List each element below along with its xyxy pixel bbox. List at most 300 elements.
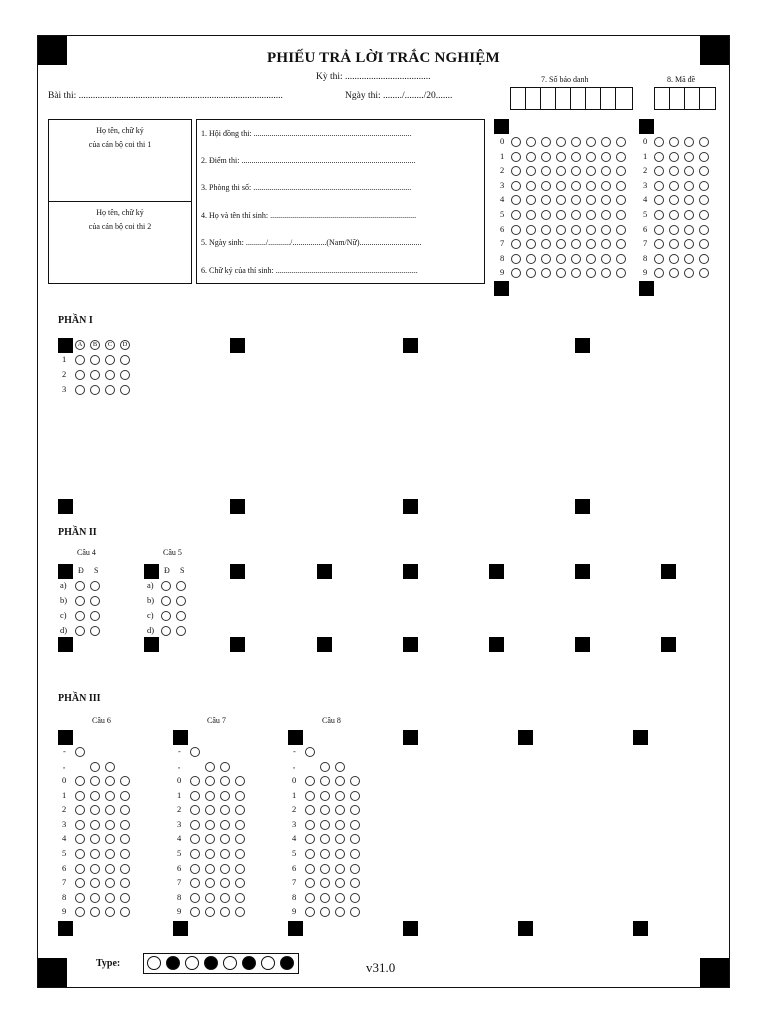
part2-heading: PHẦN II <box>58 527 97 538</box>
made-bubble[interactable] <box>684 181 694 191</box>
made-bubble[interactable] <box>684 137 694 147</box>
sbd-bubble[interactable] <box>601 210 611 220</box>
sbd-bubble[interactable] <box>571 137 581 147</box>
sbd-bubble[interactable] <box>541 225 551 235</box>
minus-label: - <box>63 746 66 756</box>
true-bubble[interactable] <box>75 581 85 591</box>
type-dot <box>223 956 237 970</box>
digit-label: 8 <box>62 891 67 902</box>
part1-marker <box>230 338 245 353</box>
part1-marker <box>58 499 73 514</box>
answer-bubble[interactable] <box>120 385 130 395</box>
part3-marker <box>633 730 648 745</box>
digit-bubble[interactable] <box>190 864 200 874</box>
part3-marker <box>173 730 188 745</box>
part3-heading: PHẦN III <box>58 693 101 704</box>
digit-bubble[interactable] <box>350 849 360 859</box>
digit-label: 4 <box>292 833 297 844</box>
made-bubble[interactable] <box>669 210 679 220</box>
digit-bubble[interactable] <box>220 791 230 801</box>
part3-marker <box>288 921 303 936</box>
digit-bubble[interactable] <box>350 820 360 830</box>
sbd-bubble[interactable] <box>511 181 521 191</box>
digit-label: 8 <box>177 891 182 902</box>
comma-bubble[interactable] <box>335 762 345 772</box>
part3-marker <box>288 730 303 745</box>
digit-bubble[interactable] <box>320 849 330 859</box>
digit-bubble[interactable] <box>320 864 330 874</box>
answer-bubble[interactable] <box>75 355 85 365</box>
made-bubble[interactable] <box>699 254 709 264</box>
made-digit-label: 2 <box>643 165 648 176</box>
digit-bubble[interactable] <box>105 864 115 874</box>
digit-label: 6 <box>62 862 67 873</box>
digit-bubble[interactable] <box>320 776 330 786</box>
digit-bubble[interactable] <box>190 791 200 801</box>
digit-bubble[interactable] <box>220 776 230 786</box>
ma-de-label: 8. Mã đề <box>667 75 696 84</box>
sbd-bubble[interactable] <box>556 137 566 147</box>
false-bubble[interactable] <box>90 581 100 591</box>
digit-bubble[interactable] <box>220 849 230 859</box>
digit-label: 5 <box>292 848 297 858</box>
sbd-bubble[interactable] <box>526 181 536 191</box>
made-digit-label: 3 <box>643 179 648 190</box>
minus-bubble[interactable] <box>305 747 315 757</box>
corner-marker-bottom-right <box>700 958 729 987</box>
q5-false-label: S <box>180 566 185 575</box>
digit-bubble[interactable] <box>105 849 115 859</box>
made-digit-label: 7 <box>643 238 648 249</box>
answer-bubble[interactable] <box>75 385 85 395</box>
so-bao-danh-boxes[interactable] <box>510 87 633 110</box>
digit-label: 7 <box>62 877 67 888</box>
digit-bubble[interactable] <box>235 893 245 903</box>
sbd-digit-label: 1 <box>500 150 505 161</box>
digit-bubble[interactable] <box>75 776 85 786</box>
part1-marker <box>575 338 590 353</box>
digit-label: 1 <box>62 789 67 800</box>
sbd-bubble[interactable] <box>526 254 536 264</box>
sbd-bubble[interactable] <box>541 210 551 220</box>
digit-bubble[interactable] <box>190 820 200 830</box>
type-dot <box>261 956 275 970</box>
false-bubble[interactable] <box>176 581 186 591</box>
sbd-bubble[interactable] <box>541 152 551 162</box>
supervisor-1-line2: của cán bộ coi thi 1 <box>88 140 152 149</box>
made-digit-label: 1 <box>643 150 648 161</box>
version-label: v31.0 <box>366 960 396 975</box>
part3-marker <box>58 921 73 936</box>
part1-heading: PHẦN I <box>58 315 93 326</box>
digit-bubble[interactable] <box>235 849 245 859</box>
ky-thi-field[interactable]: Kỳ thi: .................................... <box>316 72 431 82</box>
digit-label: 0 <box>177 775 182 785</box>
digit-bubble[interactable] <box>220 864 230 874</box>
digit-label: 9 <box>62 906 67 917</box>
comma-bubble[interactable] <box>320 762 330 772</box>
sbd-bubble[interactable] <box>616 210 626 220</box>
field-phong-thi[interactable]: 3. Phòng thi số: ............................................................................... <box>201 183 412 192</box>
statement-label: b) <box>147 595 155 605</box>
minus-bubble[interactable] <box>190 747 200 757</box>
sbd-bubble[interactable] <box>571 152 581 162</box>
statement-label: d) <box>60 625 68 635</box>
answer-bubble[interactable] <box>90 385 100 395</box>
true-bubble[interactable] <box>161 626 171 636</box>
candidate-info-box <box>196 119 485 284</box>
digit-label: 4 <box>177 833 182 844</box>
digit-bubble[interactable] <box>305 776 315 786</box>
sbd-bubble[interactable] <box>586 181 596 191</box>
sbd-bubble[interactable] <box>616 152 626 162</box>
false-bubble[interactable] <box>176 626 186 636</box>
part2-marker <box>661 637 676 652</box>
bai-thi-field[interactable]: Bài thi: ...................................................................................... <box>48 91 283 101</box>
digit-label: 7 <box>177 877 182 888</box>
q4-false-label: S <box>94 566 99 575</box>
type-dot <box>166 956 180 970</box>
sbd-bubble[interactable] <box>601 225 611 235</box>
sbd-bubble[interactable] <box>586 225 596 235</box>
false-bubble[interactable] <box>90 596 100 606</box>
option-label: C <box>105 340 115 350</box>
digit-label: 1 <box>292 789 297 800</box>
q4-label: Câu 4 <box>77 548 96 557</box>
digit-bubble[interactable] <box>120 864 130 874</box>
part3-marker <box>518 921 533 936</box>
digit-bubble[interactable] <box>305 893 315 903</box>
answer-bubble[interactable] <box>105 385 115 395</box>
part2-marker <box>144 637 159 652</box>
digit-bubble[interactable] <box>190 776 200 786</box>
part3-marker <box>403 921 418 936</box>
digit-label: 6 <box>177 862 182 873</box>
digit-bubble[interactable] <box>120 820 130 830</box>
sbd-digit-label: 7 <box>500 238 505 249</box>
digit-bubble[interactable] <box>205 820 215 830</box>
part2-marker <box>575 637 590 652</box>
digit-bubble[interactable] <box>335 776 345 786</box>
digit-bubble[interactable] <box>75 849 85 859</box>
page-title: PHIẾU TRẢ LỜI TRẮC NGHIỆM <box>267 50 500 66</box>
sbd-bubble[interactable] <box>586 137 596 147</box>
digit-bubble[interactable] <box>320 791 330 801</box>
answer-bubble[interactable] <box>105 370 115 380</box>
digit-label: 2 <box>177 804 182 815</box>
question-number: 1 <box>62 354 67 364</box>
minus-bubble[interactable] <box>75 747 85 757</box>
ngay-thi-field[interactable]: Ngày thi: ......../......../20....... <box>345 91 453 101</box>
sbd-bubble[interactable] <box>571 254 581 264</box>
true-bubble[interactable] <box>161 596 171 606</box>
digit-bubble[interactable] <box>305 820 315 830</box>
sbd-bubble[interactable] <box>616 137 626 147</box>
made-bubble[interactable] <box>654 181 664 191</box>
part3-marker <box>403 730 418 745</box>
statement-label: b) <box>60 595 68 605</box>
digit-bubble[interactable] <box>90 864 100 874</box>
made-bubble[interactable] <box>699 152 709 162</box>
sbd-bubble[interactable] <box>601 254 611 264</box>
option-label: B <box>90 340 100 350</box>
made-marker-top <box>639 119 654 134</box>
sbd-digit-label: 5 <box>500 209 505 219</box>
digit-label: 4 <box>62 833 67 844</box>
part2-marker <box>661 564 676 579</box>
made-bubble[interactable] <box>699 210 709 220</box>
question-number: 2 <box>62 369 67 379</box>
supervisor-2-line1: Họ tên, chữ ký <box>96 208 144 217</box>
digit-bubble[interactable] <box>90 893 100 903</box>
false-bubble[interactable] <box>90 626 100 636</box>
part2-marker <box>489 564 504 579</box>
sbd-digit-label: 3 <box>500 179 505 190</box>
sbd-bubble[interactable] <box>526 225 536 235</box>
digit-bubble[interactable] <box>105 776 115 786</box>
part1-marker <box>575 499 590 514</box>
corner-marker-bottom-left <box>38 958 67 987</box>
q8-label: Câu 8 <box>322 716 341 725</box>
digit-label: 3 <box>62 818 67 829</box>
true-bubble[interactable] <box>75 611 85 621</box>
digit-bubble[interactable] <box>90 776 100 786</box>
sbd-bubble[interactable] <box>556 152 566 162</box>
digit-bubble[interactable] <box>105 893 115 903</box>
option-label: D <box>120 340 130 350</box>
part2-marker <box>489 637 504 652</box>
part2-marker <box>575 564 590 579</box>
sbd-bubble[interactable] <box>586 254 596 264</box>
digit-bubble[interactable] <box>205 791 215 801</box>
q5-true-label: Đ <box>164 566 170 575</box>
digit-label: 5 <box>177 848 182 858</box>
answer-bubble[interactable] <box>120 355 130 365</box>
digit-bubble[interactable] <box>205 849 215 859</box>
sbd-bubble[interactable] <box>511 152 521 162</box>
sbd-bubble[interactable] <box>556 210 566 220</box>
digit-bubble[interactable] <box>120 791 130 801</box>
made-bubble[interactable] <box>654 254 664 264</box>
true-bubble[interactable] <box>161 611 171 621</box>
part1-marker <box>403 499 418 514</box>
made-bubble[interactable] <box>684 152 694 162</box>
digit-bubble[interactable] <box>120 893 130 903</box>
digit-bubble[interactable] <box>305 791 315 801</box>
sbd-bubble[interactable] <box>526 152 536 162</box>
true-bubble[interactable] <box>75 596 85 606</box>
sbd-digit-label: 6 <box>500 223 505 234</box>
made-digit-label: 0 <box>643 136 648 146</box>
digit-bubble[interactable] <box>305 864 315 874</box>
corner-marker-top-left <box>38 36 67 65</box>
sbd-bubble[interactable] <box>586 152 596 162</box>
sbd-marker-top <box>494 119 509 134</box>
sbd-digit-label: 8 <box>500 252 505 263</box>
made-bubble[interactable] <box>699 137 709 147</box>
digit-bubble[interactable] <box>350 893 360 903</box>
digit-bubble[interactable] <box>90 791 100 801</box>
field-hoi-dong-thi[interactable]: 1. Hội đồng thi: ............................................................................... <box>201 129 412 138</box>
digit-bubble[interactable] <box>75 893 85 903</box>
sbd-bubble[interactable] <box>541 137 551 147</box>
comma-bubble[interactable] <box>90 762 100 772</box>
sbd-bubble[interactable] <box>556 225 566 235</box>
made-marker-bottom <box>639 281 654 296</box>
comma-bubble[interactable] <box>220 762 230 772</box>
field-ngay-sinh[interactable]: 5. Ngày sinh: ........../.........../.................(Nam/Nữ)............................... <box>201 238 422 247</box>
made-bubble[interactable] <box>669 137 679 147</box>
digit-bubble[interactable] <box>220 820 230 830</box>
digit-bubble[interactable] <box>305 849 315 859</box>
comma-label: , <box>178 760 181 770</box>
digit-bubble[interactable] <box>205 893 215 903</box>
sbd-bubble[interactable] <box>571 181 581 191</box>
digit-bubble[interactable] <box>205 776 215 786</box>
part2-marker <box>144 564 159 579</box>
digit-bubble[interactable] <box>235 864 245 874</box>
made-digit-label: 4 <box>643 194 648 205</box>
digit-bubble[interactable] <box>335 893 345 903</box>
sbd-bubble[interactable] <box>541 181 551 191</box>
sbd-bubble[interactable] <box>526 137 536 147</box>
sbd-bubble[interactable] <box>571 210 581 220</box>
digit-bubble[interactable] <box>320 893 330 903</box>
made-bubble[interactable] <box>684 225 694 235</box>
made-bubble[interactable] <box>654 152 664 162</box>
digit-label: 0 <box>292 775 297 785</box>
comma-bubble[interactable] <box>105 762 115 772</box>
digit-bubble[interactable] <box>205 864 215 874</box>
part1-marker <box>403 338 418 353</box>
digit-bubble[interactable] <box>190 893 200 903</box>
type-dot <box>280 956 294 970</box>
made-bubble[interactable] <box>684 210 694 220</box>
answer-bubble[interactable] <box>90 355 100 365</box>
digit-bubble[interactable] <box>120 776 130 786</box>
made-bubble[interactable] <box>684 254 694 264</box>
sbd-bubble[interactable] <box>511 225 521 235</box>
made-bubble[interactable] <box>654 210 664 220</box>
sbd-bubble[interactable] <box>616 254 626 264</box>
sbd-bubble[interactable] <box>556 254 566 264</box>
answer-bubble[interactable] <box>105 355 115 365</box>
sbd-bubble[interactable] <box>601 181 611 191</box>
sbd-bubble[interactable] <box>541 254 551 264</box>
digit-bubble[interactable] <box>220 893 230 903</box>
digit-bubble[interactable] <box>335 820 345 830</box>
made-bubble[interactable] <box>654 137 664 147</box>
sbd-digit-label: 0 <box>500 136 505 146</box>
sbd-bubble[interactable] <box>526 210 536 220</box>
field-ho-ten[interactable]: 4. Họ và tên thí sinh: ......................................................................... <box>201 211 417 220</box>
digit-bubble[interactable] <box>350 791 360 801</box>
true-bubble[interactable] <box>75 626 85 636</box>
answer-bubble[interactable] <box>120 370 130 380</box>
digit-bubble[interactable] <box>350 864 360 874</box>
statement-label: c) <box>60 610 67 620</box>
made-bubble[interactable] <box>699 181 709 191</box>
digit-bubble[interactable] <box>335 791 345 801</box>
answer-bubble[interactable] <box>90 370 100 380</box>
sbd-bubble[interactable] <box>601 152 611 162</box>
digit-bubble[interactable] <box>235 791 245 801</box>
ma-de-boxes[interactable] <box>654 87 716 110</box>
digit-bubble[interactable] <box>120 849 130 859</box>
minus-label: - <box>293 746 296 756</box>
digit-label: 6 <box>292 862 297 873</box>
digit-bubble[interactable] <box>90 820 100 830</box>
digit-bubble[interactable] <box>105 820 115 830</box>
false-bubble[interactable] <box>176 596 186 606</box>
digit-bubble[interactable] <box>320 820 330 830</box>
sbd-bubble[interactable] <box>556 181 566 191</box>
sbd-bubble[interactable] <box>511 137 521 147</box>
sbd-bubble[interactable] <box>511 254 521 264</box>
q7-label: Câu 7 <box>207 716 226 725</box>
made-bubble[interactable] <box>654 225 664 235</box>
sbd-bubble[interactable] <box>571 225 581 235</box>
digit-bubble[interactable] <box>335 864 345 874</box>
q4-true-label: Đ <box>78 566 84 575</box>
q5-label: Câu 5 <box>163 548 182 557</box>
made-bubble[interactable] <box>669 181 679 191</box>
field-chu-ky[interactable]: 6. Chữ ký của thí sinh: ....................................................................... <box>201 266 418 275</box>
part2-marker <box>58 564 73 579</box>
part3-marker <box>518 730 533 745</box>
part2-marker <box>403 564 418 579</box>
type-label: Type: <box>96 958 121 969</box>
sbd-bubble[interactable] <box>586 210 596 220</box>
false-bubble[interactable] <box>176 611 186 621</box>
digit-label: 9 <box>292 906 297 917</box>
option-label: A <box>75 340 85 350</box>
made-bubble[interactable] <box>699 225 709 235</box>
digit-label: 2 <box>62 804 67 815</box>
comma-bubble[interactable] <box>205 762 215 772</box>
digit-bubble[interactable] <box>75 864 85 874</box>
digit-label: 1 <box>177 789 182 800</box>
digit-bubble[interactable] <box>235 776 245 786</box>
true-bubble[interactable] <box>161 581 171 591</box>
sbd-bubble[interactable] <box>511 210 521 220</box>
digit-bubble[interactable] <box>75 820 85 830</box>
part2-marker <box>403 637 418 652</box>
digit-bubble[interactable] <box>235 820 245 830</box>
part3-marker <box>173 921 188 936</box>
sbd-bubble[interactable] <box>601 137 611 147</box>
digit-bubble[interactable] <box>75 791 85 801</box>
field-diem-thi[interactable]: 2. Điểm thi: ....................................................................................... <box>201 156 416 165</box>
sbd-bubble[interactable] <box>616 225 626 235</box>
digit-bubble[interactable] <box>190 849 200 859</box>
digit-bubble[interactable] <box>350 776 360 786</box>
part1-marker <box>58 338 73 353</box>
digit-bubble[interactable] <box>335 849 345 859</box>
false-bubble[interactable] <box>90 611 100 621</box>
made-bubble[interactable] <box>669 225 679 235</box>
digit-bubble[interactable] <box>105 791 115 801</box>
sbd-bubble[interactable] <box>616 181 626 191</box>
part1-marker <box>230 499 245 514</box>
type-dot <box>204 956 218 970</box>
made-bubble[interactable] <box>669 254 679 264</box>
answer-bubble[interactable] <box>75 370 85 380</box>
made-bubble[interactable] <box>669 152 679 162</box>
digit-bubble[interactable] <box>90 849 100 859</box>
supervisor-divider <box>48 201 192 202</box>
type-dot <box>185 956 199 970</box>
